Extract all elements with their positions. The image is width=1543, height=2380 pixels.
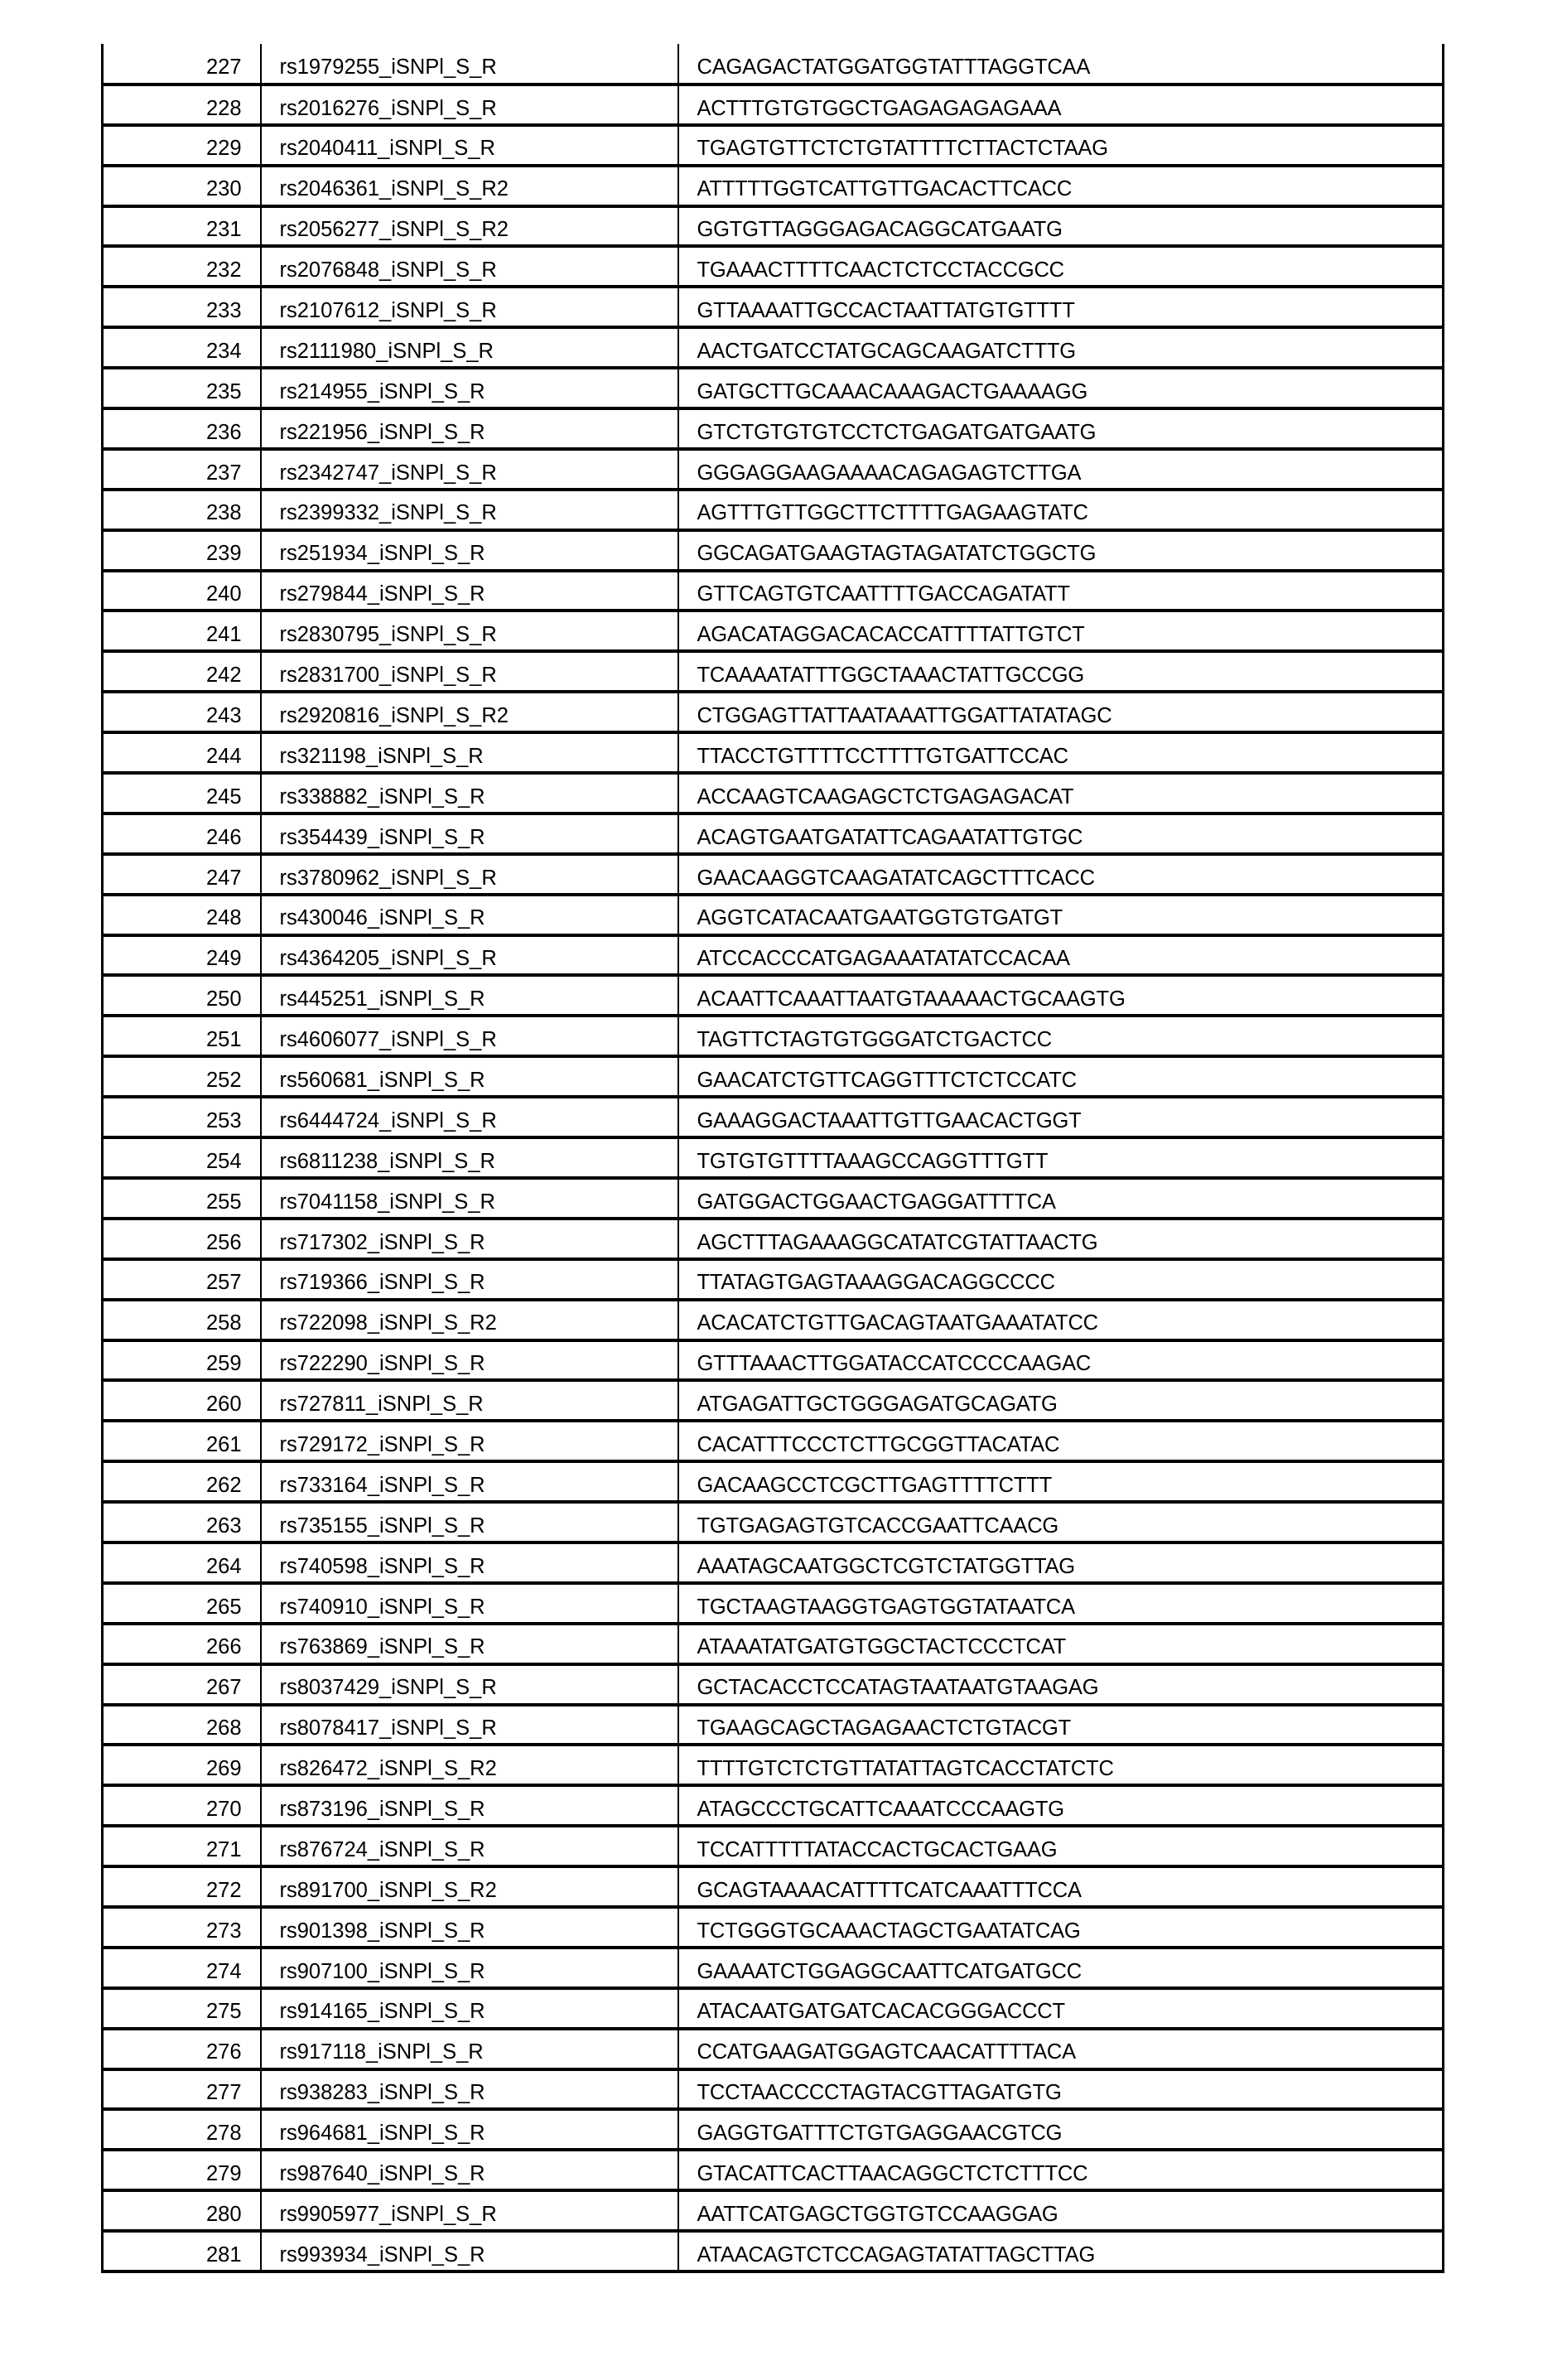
snp-id: rs907100_iSNPl_S_R <box>261 1948 678 1988</box>
snp-id: rs727811_iSNPl_S_R <box>261 1380 678 1421</box>
row-number: 253 <box>103 1097 261 1137</box>
row-number: 249 <box>103 935 261 976</box>
snp-id: rs914165_iSNPl_S_R <box>261 1988 678 2029</box>
primer-sequence: GCTACACCTCCATAGTAATAATGTAAGAG <box>678 1664 1444 1705</box>
table-row <box>103 773 1444 813</box>
table-row <box>103 732 1444 773</box>
row-number: 243 <box>103 692 261 732</box>
snp-id: rs6811238_iSNPl_S_R <box>261 1137 678 1178</box>
primer-sequence: CCATGAAGATGGAGTCAACATTTTACA <box>678 2029 1444 2069</box>
snp-id: rs445251_iSNPl_S_R <box>261 975 678 1016</box>
primer-sequence: AGACATAGGACACACCATTTTATTGTCT <box>678 611 1444 651</box>
primer-sequence: GTCTGTGTGTCCTCTGAGATGATGAATG <box>678 408 1444 449</box>
table-row <box>103 287 1444 327</box>
table-row <box>103 2029 1444 2069</box>
primer-sequence: TAGTTCTAGTGTGGGATCTGACTCC <box>678 1016 1444 1056</box>
snp-id: rs873196_iSNPl_S_R <box>261 1785 678 1826</box>
table-row <box>103 1583 1444 1624</box>
primer-sequence: GTTCAGTGTCAATTTTGACCAGATATT <box>678 571 1444 611</box>
snp-id: rs6444724_iSNPl_S_R <box>261 1097 678 1137</box>
primer-sequence: AGCTTTAGAAAGGCATATCGTATTAACTG <box>678 1219 1444 1259</box>
snp-id: rs2830795_iSNPl_S_R <box>261 611 678 651</box>
row-number: 269 <box>103 1745 261 1785</box>
primer-sequence: TGAAGCAGCTAGAGAACTCTGTACGT <box>678 1705 1444 1745</box>
row-number: 241 <box>103 611 261 651</box>
row-number: 229 <box>103 125 261 166</box>
table-row <box>103 1300 1444 1340</box>
row-number: 275 <box>103 1988 261 2029</box>
snp-id: rs1979255_iSNPl_S_R <box>261 44 678 84</box>
table-row <box>103 651 1444 692</box>
snp-id: rs214955_iSNPl_S_R <box>261 368 678 408</box>
snp-id: rs901398_iSNPl_S_R <box>261 1907 678 1948</box>
table-row <box>103 408 1444 449</box>
table-row <box>103 1137 1444 1178</box>
primer-sequence: TCCATTTTTATACCACTGCACTGAAG <box>678 1826 1444 1866</box>
table-row <box>103 935 1444 976</box>
snp-id: rs279844_iSNPl_S_R <box>261 571 678 611</box>
primer-sequence: GGCAGATGAAGTAGTAGATATCTGGCTG <box>678 530 1444 571</box>
row-number: 238 <box>103 490 261 530</box>
primer-sequence: ATGAGATTGCTGGGAGATGCAGATG <box>678 1380 1444 1421</box>
row-number: 258 <box>103 1300 261 1340</box>
snp-id: rs729172_iSNPl_S_R <box>261 1421 678 1461</box>
row-number: 231 <box>103 206 261 247</box>
snp-id: rs4606077_iSNPl_S_R <box>261 1016 678 1056</box>
primer-sequence: TTACCTGTTTTCCTTTTGTGATTCCAC <box>678 732 1444 773</box>
snp-id: rs740598_iSNPl_S_R <box>261 1542 678 1583</box>
row-number: 227 <box>103 44 261 84</box>
table-row <box>103 1178 1444 1219</box>
row-number: 264 <box>103 1542 261 1583</box>
primer-sequence: GAACATCTGTTCAGGTTTCTCTCCATC <box>678 1056 1444 1097</box>
snp-id: rs722290_iSNPl_S_R <box>261 1340 678 1381</box>
primer-sequence: GACAAGCCTCGCTTGAGTTTTCTTT <box>678 1461 1444 1502</box>
row-number: 235 <box>103 368 261 408</box>
table-row <box>103 125 1444 166</box>
table-row <box>103 1461 1444 1502</box>
row-number: 245 <box>103 773 261 813</box>
primer-sequence: GAGGTGATTTCTGTGAGGAACGTCG <box>678 2109 1444 2150</box>
primer-sequence: CTGGAGTTATTAATAAATTGGATTATATAGC <box>678 692 1444 732</box>
table-row <box>103 246 1444 287</box>
primer-sequence: ACAGTGAATGATATTCAGAATATTGTGC <box>678 813 1444 854</box>
primer-sequence: TTATAGTGAGTAAAGGACAGGCCCC <box>678 1259 1444 1300</box>
snp-id: rs2920816_iSNPl_S_R2 <box>261 692 678 732</box>
row-number: 251 <box>103 1016 261 1056</box>
table-row <box>103 1340 1444 1381</box>
primer-sequence: CACATTTCCCTCTTGCGGTTACATAC <box>678 1421 1444 1461</box>
row-number: 277 <box>103 2069 261 2110</box>
table-row <box>103 1988 1444 2029</box>
primer-sequence: ATAGCCCTGCATTCAAATCCCAAGTG <box>678 1785 1444 1826</box>
primer-sequence: AAATAGCAATGGCTCGTCTATGGTTAG <box>678 1542 1444 1583</box>
snp-id: rs717302_iSNPl_S_R <box>261 1219 678 1259</box>
primer-sequence: GCAGTAAAACATTTTCATCAAATTTCCA <box>678 1866 1444 1907</box>
snp-id: rs560681_iSNPl_S_R <box>261 1056 678 1097</box>
table-row <box>103 571 1444 611</box>
row-number: 278 <box>103 2109 261 2150</box>
table-row <box>103 1097 1444 1137</box>
snp-id: rs7041158_iSNPl_S_R <box>261 1178 678 1219</box>
table-row <box>103 1907 1444 1948</box>
row-number: 254 <box>103 1137 261 1178</box>
primer-sequence: ACACATCTGTTGACAGTAATGAAATATCC <box>678 1300 1444 1340</box>
row-number: 281 <box>103 2231 261 2271</box>
snp-id: rs763869_iSNPl_S_R <box>261 1624 678 1664</box>
table-body <box>103 44 1444 2271</box>
snp-id: rs338882_iSNPl_S_R <box>261 773 678 813</box>
table-row <box>103 854 1444 895</box>
snp-id: rs2046361_iSNPl_S_R2 <box>261 166 678 206</box>
row-number: 232 <box>103 246 261 287</box>
table-row <box>103 2231 1444 2271</box>
primer-sequence: CAGAGACTATGGATGGTATTTAGGTCAA <box>697 55 1091 79</box>
row-number: 279 <box>103 2150 261 2190</box>
row-number: 256 <box>103 1219 261 1259</box>
snp-id: rs938283_iSNPl_S_R <box>261 2069 678 2110</box>
table-row <box>103 1948 1444 1988</box>
row-number: 257 <box>103 1259 261 1300</box>
row-number: 268 <box>103 1705 261 1745</box>
snp-id: rs251934_iSNPl_S_R <box>261 530 678 571</box>
table-row <box>103 2150 1444 2190</box>
primer-sequence: TTTTGTCTCTGTTATATTAGTCACCTATCTC <box>678 1745 1444 1785</box>
snp-id: rs891700_iSNPl_S_R2 <box>261 1866 678 1907</box>
snp-id: rs733164_iSNPl_S_R <box>261 1461 678 1502</box>
row-number: 274 <box>103 1948 261 1988</box>
snp-id: rs2107612_iSNPl_S_R <box>261 287 678 327</box>
primer-sequence: GTTTAAACTTGGATACCATCCCCAAGAC <box>678 1340 1444 1381</box>
row-number: 230 <box>103 166 261 206</box>
primer-sequence: ATTTTTGGTCATTGTTGACACTTCACC <box>678 166 1444 206</box>
primer-sequence: TGTGAGAGTGTCACCGAATTCAACG <box>678 1502 1444 1542</box>
primer-sequence: AGGTCATACAATGAATGGTGTGATGT <box>678 895 1444 935</box>
row-number: 260 <box>103 1380 261 1421</box>
table-row <box>103 449 1444 490</box>
table-row <box>103 1259 1444 1300</box>
table-row <box>103 1785 1444 1826</box>
primer-sequence: TGTGTGTTTTAAAGCCAGGTTTGTT <box>678 1137 1444 1178</box>
snp-id: rs430046_iSNPl_S_R <box>261 895 678 935</box>
table-row <box>103 2069 1444 2110</box>
row-number: 259 <box>103 1340 261 1381</box>
snp-id: rs740910_iSNPl_S_R <box>261 1583 678 1624</box>
table-row <box>103 1826 1444 1866</box>
row-number: 262 <box>103 1461 261 1502</box>
row-number: 270 <box>103 1785 261 1826</box>
table-row <box>103 975 1444 1016</box>
primer-sequence: GAAAGGACTAAATTGTTGAACACTGGT <box>678 1097 1444 1137</box>
primer-sequence: TGAAACTTTTCAACTCTCCTACCGCC <box>678 246 1444 287</box>
primer-sequence: TGAGTGTTCTCTGTATTTTCTTACTCTAAG <box>678 125 1444 166</box>
snp-id: rs826472_iSNPl_S_R2 <box>261 1745 678 1785</box>
table-row <box>103 206 1444 247</box>
table-row <box>103 1745 1444 1785</box>
table-row <box>103 368 1444 408</box>
row-number: 239 <box>103 530 261 571</box>
snp-id: rs3780962_iSNPl_S_R <box>261 854 678 895</box>
snp-id: rs2831700_iSNPl_S_R <box>261 651 678 692</box>
row-number: 267 <box>103 1664 261 1705</box>
row-number: 252 <box>103 1056 261 1097</box>
snp-id: rs4364205_iSNPl_S_R <box>261 935 678 976</box>
row-number: 276 <box>103 2029 261 2069</box>
table-row <box>103 44 1444 84</box>
row-number: 247 <box>103 854 261 895</box>
primer-sequence: GGGAGGAAGAAAACAGAGAGTCTTGA <box>678 449 1444 490</box>
snp-id: rs2040411_iSNPl_S_R <box>261 125 678 166</box>
primer-sequence: TCCTAACCCCTAGTACGTTAGATGTG <box>678 2069 1444 2110</box>
row-number: 273 <box>103 1907 261 1948</box>
row-number: 250 <box>103 975 261 1016</box>
snp-id: rs354439_iSNPl_S_R <box>261 813 678 854</box>
table-row <box>103 1866 1444 1907</box>
table-row <box>103 1016 1444 1056</box>
primer-sequence: AGTTTGTTGGCTTCTTTTGAGAAGTATC <box>678 490 1444 530</box>
table-row <box>103 1664 1444 1705</box>
primer-sequence: TGCTAAGTAAGGTGAGTGGTATAATCA <box>678 1583 1444 1624</box>
primer-sequence: GAACAAGGTCAAGATATCAGCTTTCACC <box>678 854 1444 895</box>
table-row <box>103 1421 1444 1461</box>
primer-sequence: ACCAAGTCAAGAGCTCTGAGAGACAT <box>678 773 1444 813</box>
snp-id: rs2076848_iSNPl_S_R <box>261 246 678 287</box>
primer-sequence: ATCCACCCATGAGAAATATATCCACAA <box>678 935 1444 976</box>
snp-id: rs722098_iSNPl_S_R2 <box>261 1300 678 1340</box>
table-row <box>103 1380 1444 1421</box>
row-number: 255 <box>103 1178 261 1219</box>
snp-id: rs964681_iSNPl_S_R <box>261 2109 678 2150</box>
snp-id: rs321198_iSNPl_S_R <box>261 732 678 773</box>
table-row <box>103 1502 1444 1542</box>
snp-id: rs2399332_iSNPl_S_R <box>261 490 678 530</box>
row-number: 234 <box>103 327 261 368</box>
row-number: 237 <box>103 449 261 490</box>
row-number: 228 <box>103 84 261 125</box>
snp-id: rs2016276_iSNPl_S_R <box>261 84 678 125</box>
row-number: 280 <box>103 2190 261 2231</box>
primer-sequence: ATACAATGATGATCACACGGGACCCT <box>678 1988 1444 2029</box>
primer-sequence: ATAACAGTCTCCAGAGTATATTAGCTTAG <box>678 2231 1444 2271</box>
primer-sequence: GTTAAAATTGCCACTAATTATGTGTTTT <box>678 287 1444 327</box>
row-number: 272 <box>103 1866 261 1907</box>
table-row <box>103 813 1444 854</box>
snp-sequence-table <box>101 44 1444 2273</box>
table-row <box>103 692 1444 732</box>
row-number: 236 <box>103 408 261 449</box>
primer-sequence: AATTCATGAGCTGGTGTCCAAGGAG <box>678 2190 1444 2231</box>
table-row <box>103 166 1444 206</box>
row-number: 261 <box>103 1421 261 1461</box>
row-number: 233 <box>103 287 261 327</box>
row-number: 248 <box>103 895 261 935</box>
table-row <box>103 1219 1444 1259</box>
snp-id: rs9905977_iSNPl_S_R <box>261 2190 678 2231</box>
snp-id: rs735155_iSNPl_S_R <box>261 1502 678 1542</box>
row-number: 246 <box>103 813 261 854</box>
snp-id: rs2342747_iSNPl_S_R <box>261 449 678 490</box>
primer-sequence: GTACATTCACTTAACAGGCTCTCTTTCC <box>678 2150 1444 2190</box>
row-number: 265 <box>103 1583 261 1624</box>
table-row <box>103 1056 1444 1097</box>
table-row <box>103 490 1444 530</box>
primer-sequence: AACTGATCCTATGCAGCAAGATCTTTG <box>678 327 1444 368</box>
table-row <box>103 327 1444 368</box>
primer-sequence: GAAAATCTGGAGGCAATTCATGATGCC <box>678 1948 1444 1988</box>
primer-sequence: ACTTTGTGTGGCTGAGAGAGAGAAA <box>678 84 1444 125</box>
row-number: 242 <box>103 651 261 692</box>
row-number: 271 <box>103 1826 261 1866</box>
table-row <box>103 611 1444 651</box>
table-row <box>103 1624 1444 1664</box>
primer-sequence: ACAATTCAAATTAATGTAAAAACTGCAAGTG <box>678 975 1444 1016</box>
snp-id: rs2111980_iSNPl_S_R <box>261 327 678 368</box>
primer-sequence: GATGCTTGCAAACAAAGACTGAAAAGG <box>678 368 1444 408</box>
snp-id: rs2056277_iSNPl_S_R2 <box>261 206 678 247</box>
snp-id: rs719366_iSNPl_S_R <box>261 1259 678 1300</box>
primer-sequence: ATAAATATGATGTGGCTACTCCCTCAT <box>678 1624 1444 1664</box>
primer-sequence: TCAAAATATTTGGCTAAACTATTGCCGG <box>678 651 1444 692</box>
snp-id: rs993934_iSNPl_S_R <box>261 2231 678 2271</box>
snp-id: rs876724_iSNPl_S_R <box>261 1826 678 1866</box>
row-number: 266 <box>103 1624 261 1664</box>
snp-id: rs917118_iSNPl_S_R <box>261 2029 678 2069</box>
row-number: 244 <box>103 732 261 773</box>
table-row <box>103 1542 1444 1583</box>
table-row <box>103 2190 1444 2231</box>
primer-sequence: TCTGGGTGCAAACTAGCTGAATATCAG <box>678 1907 1444 1948</box>
table-row <box>103 530 1444 571</box>
snp-id: rs8037429_iSNPl_S_R <box>261 1664 678 1705</box>
snp-id: rs987640_iSNPl_S_R <box>261 2150 678 2190</box>
row-number: 263 <box>103 1502 261 1542</box>
snp-id: rs8078417_iSNPl_S_R <box>261 1705 678 1745</box>
table-row <box>103 895 1444 935</box>
primer-sequence: GGTGTTAGGGAGACAGGCATGAATG <box>678 206 1444 247</box>
row-number: 240 <box>103 571 261 611</box>
table-row <box>103 1705 1444 1745</box>
table-row <box>103 2109 1444 2150</box>
table-row <box>103 84 1444 125</box>
snp-id: rs221956_iSNPl_S_R <box>261 408 678 449</box>
primer-sequence: GATGGACTGGAACTGAGGATTTTCA <box>678 1178 1444 1219</box>
